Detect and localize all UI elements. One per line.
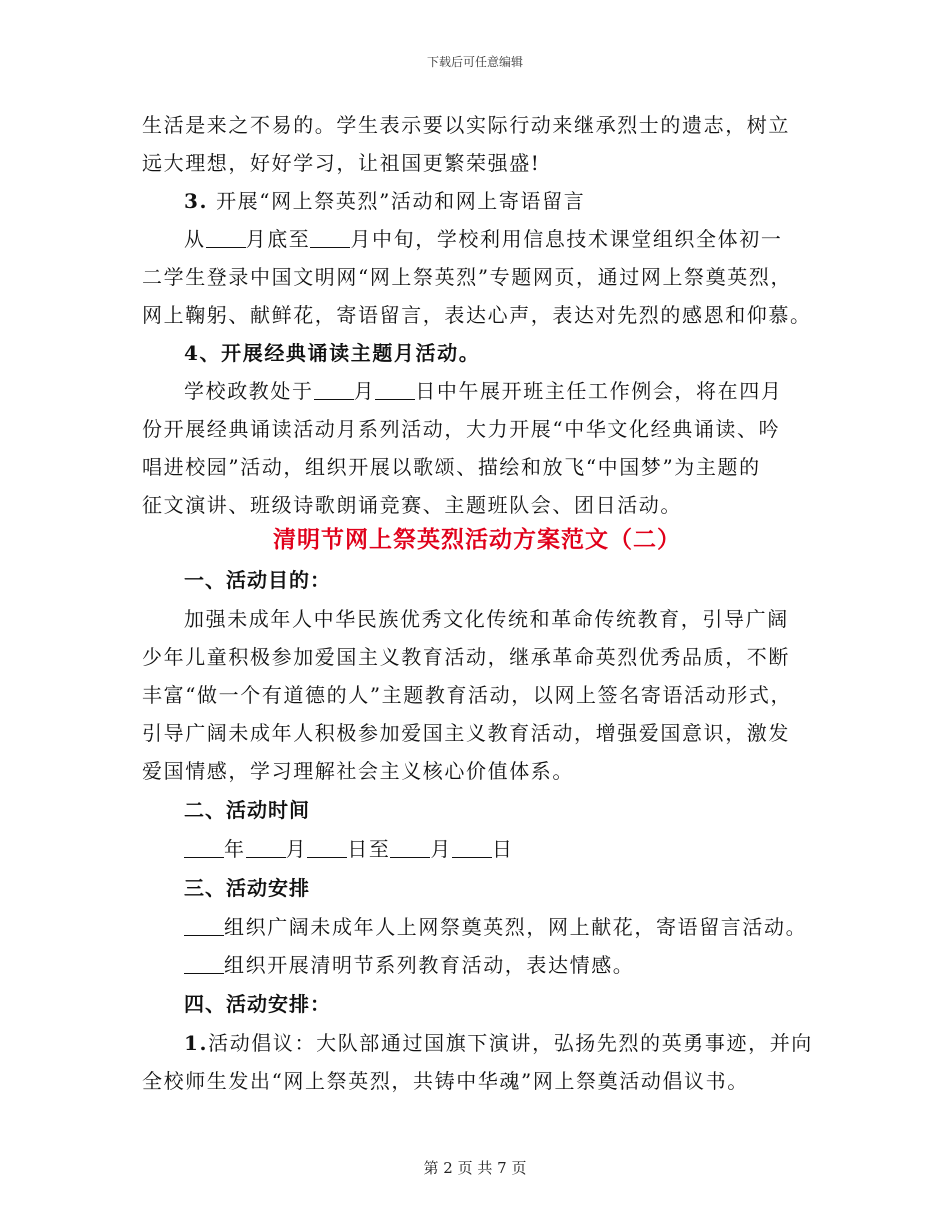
heading-arrangement: 三、活动安排 [184, 876, 310, 900]
fill-blank [375, 381, 415, 400]
paragraph-line [142, 908, 812, 946]
paragraph-line: 引导广阔未成年人积极参加爱国主义教育活动，增强爱国意识，激发 [142, 721, 790, 745]
paragraph-line: 唱进校园”活动，组织开展以歌颂、描绘和放飞“中国梦”为主题的 [142, 455, 761, 479]
text-segment: 组织广阔未成年人上网祭奠英烈，网上献花，寄语留言活动。 [224, 915, 808, 939]
text-segment: 日 [492, 837, 514, 861]
fill-blank [184, 839, 224, 858]
section-title: 清明节网上祭英烈活动方案范文（二） [273, 526, 681, 553]
paragraph-line: 远大理想，好好学习，让祖国更繁荣强盛! [142, 151, 541, 175]
paragraph-line [142, 946, 812, 984]
paragraph-line [142, 1024, 812, 1062]
text-segment: 日中午展开班主任工作例会，将在四月 [415, 379, 783, 403]
fill-blank [184, 955, 224, 974]
text-segment: 日至 [347, 837, 391, 861]
fill-blank [310, 229, 350, 248]
text-segment: 从 [184, 227, 206, 251]
list-number: 1. [184, 1031, 209, 1055]
text-segment: 学校政教处于 [184, 379, 314, 403]
fill-blank [307, 839, 347, 858]
paragraph-line: 爱国情感，学习理解社会主义核心价值体系。 [142, 759, 574, 783]
paragraph-line [142, 220, 812, 258]
paragraph-line: 全校师生发出“网上祭英烈，共铸中华魂”网上祭奠活动倡议书。 [142, 1069, 749, 1093]
paragraph-line: 征文演讲、班级诗歌朗诵竞赛、主题班队会、团日活动。 [142, 493, 682, 517]
fill-blank [452, 839, 492, 858]
paragraph-line: 丰富“做一个有道德的人”主题教育活动，以网上签名寄语活动形式， [142, 683, 793, 707]
paragraph-line [142, 372, 812, 410]
text-segment: 活动倡议：大队部通过国旗下演讲，弘扬先烈的英勇事迹，并向 [208, 1031, 813, 1055]
text-segment: 月底至 [245, 227, 311, 251]
text-segment: 月 [353, 379, 376, 403]
text-segment: 月中旬，学校利用信息技术课堂组织全体初一 [350, 227, 783, 251]
paragraph-line: 份开展经典诵读活动月系列活动，大力开展“中华文化经典诵读、吟 [142, 417, 781, 441]
list-item-title: 开展“网上祭英烈”活动和网上寄语留言 [216, 189, 586, 213]
document-body [142, 106, 812, 1100]
heading-purpose: 一、活动目的： [184, 568, 331, 592]
fill-blank [184, 917, 224, 936]
list-number: 3. [184, 189, 209, 213]
heading-time: 二、活动时间 [184, 798, 310, 822]
fill-blank [206, 229, 246, 248]
fill-blank [314, 381, 354, 400]
paragraph-line: 网上鞠躬、献鲜花，寄语留言，表达心声，表达对先烈的感恩和仰慕。 [142, 303, 812, 327]
fill-blank [390, 839, 430, 858]
list-item-4: 4、开展经典诵读主题月活动。 [184, 341, 481, 365]
text-segment: 月 [430, 837, 453, 861]
page-header: 下载后可任意编辑 [426, 55, 523, 69]
heading-arrangement-2: 四、活动安排： [184, 992, 331, 1016]
time-line [142, 830, 812, 868]
list-item-3 [142, 182, 812, 220]
paragraph-line: 二学生登录中国文明网“网上祭英烈”专题网页，通过网上祭奠英烈， [142, 265, 793, 289]
text-segment: 组织开展清明节系列教育活动，表达情感。 [224, 953, 635, 977]
text-segment: 月 [285, 837, 308, 861]
fill-blank [246, 839, 286, 858]
paragraph-line: 生活是来之不易的。学生表示要以实际行动来继承烈士的遗志，树立 [142, 113, 790, 137]
paragraph-line: 加强未成年人中华民族优秀文化传统和革命传统教育，引导广阔 [184, 607, 789, 631]
paragraph-line: 少年儿童积极参加爱国主义教育活动，继承革命英烈优秀品质，不断 [142, 645, 790, 669]
page-footer: 第 2 页 共 7 页 [423, 1159, 527, 1177]
text-segment: 年 [224, 837, 246, 861]
